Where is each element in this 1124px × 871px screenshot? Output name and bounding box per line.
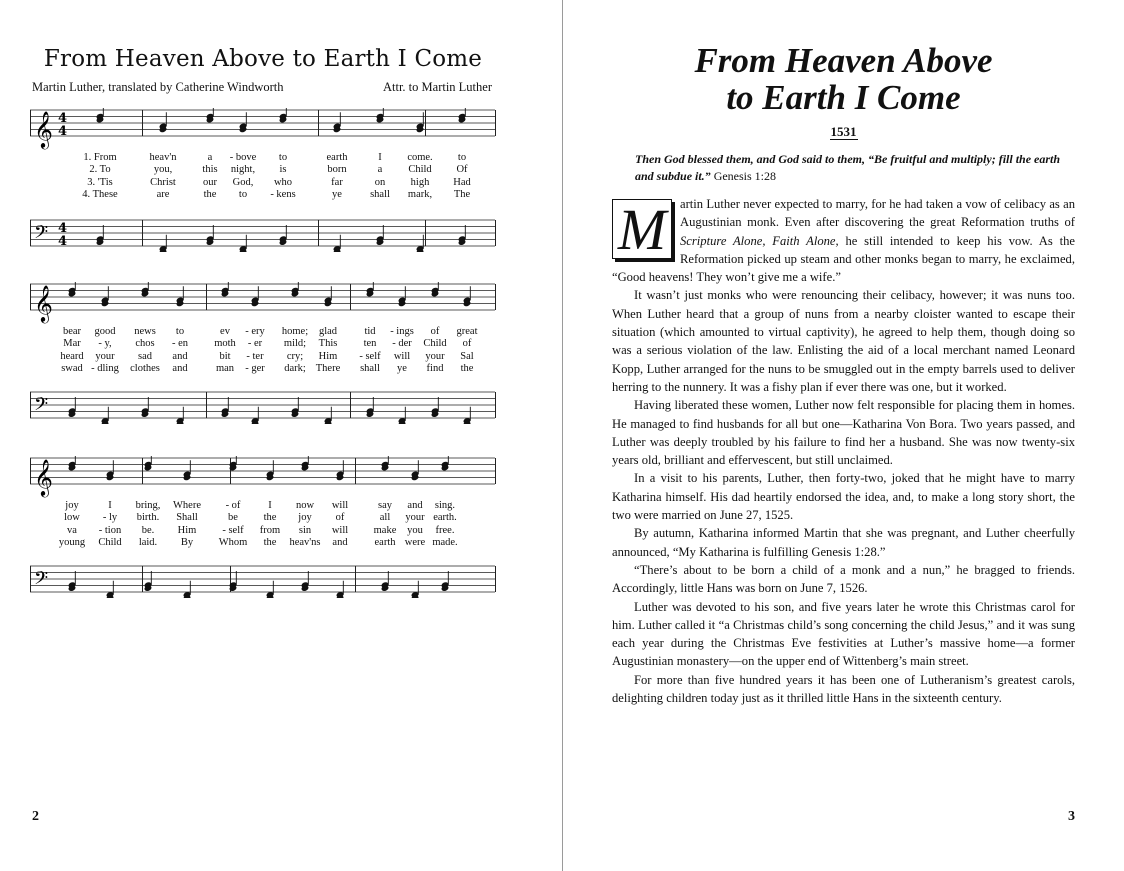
lyric-syllable: sad xyxy=(138,350,152,362)
treble-clef-icon: 𝄞 xyxy=(34,283,53,322)
lyric-syllable: the xyxy=(203,188,217,200)
lyric-syllable: 3. 'Tis xyxy=(87,176,113,188)
paragraph-3: Having liberated these women, Luther now felt responsible for placing them in homes. He managed to find husbands for all but one—Katharina Von Bora. Two years passed, and Luther was deeply troubled by his failure to find her a husband. She was now twenty-six years old, brilliant and effervescent, but still unclaimed. xyxy=(612,398,1075,468)
lyric-syllable: heav'ns xyxy=(289,536,321,548)
words-credit: Martin Luther, translated by Catherine Windworth xyxy=(32,80,284,94)
lyric-syllable: great xyxy=(456,326,478,337)
lyric-syllable: laid. xyxy=(138,536,158,548)
lyric-syllable: night, xyxy=(230,164,256,176)
lyric-syllable: - tion xyxy=(98,524,122,536)
lyric-syllable: were xyxy=(404,536,426,548)
lyric-syllable: home; xyxy=(281,326,309,337)
lyric-syllable: heav'n xyxy=(149,152,177,163)
lyric-verse-2 xyxy=(30,338,496,350)
lyric-syllable: This xyxy=(318,338,338,350)
time-signature: 4 xyxy=(58,111,68,126)
lyric-syllable: made. xyxy=(432,536,458,548)
article-title-line-1: From Heaven Above xyxy=(694,41,993,80)
article-body xyxy=(612,195,1075,707)
lyric-verse-3 xyxy=(30,351,496,363)
lyric-syllable: joy xyxy=(298,512,312,524)
paragraph-1: M artin Luther never expected to marry, for he had taken a vow of celibacy as an Augustinian monk. Even after discovering the great Reformation truths of Scripture Alone, Faith Alone, he still intended to keep his vow. As the Reformation picked up steam and other monks began to marry, he exclaimed, “Good heavens! They won’t give me a wife.” xyxy=(612,197,1075,285)
lyric-syllable: will xyxy=(331,500,349,511)
lyric-syllable: news xyxy=(134,326,156,337)
lyric-syllable: to xyxy=(238,188,248,200)
lyric-syllable: I xyxy=(268,500,272,511)
lyric-syllable: sing. xyxy=(434,500,456,511)
lyric-syllable: glad xyxy=(318,326,338,337)
lyric-syllable: The xyxy=(453,188,471,200)
lyric-syllable: clothes xyxy=(130,362,160,374)
lyric-syllable: say xyxy=(378,500,392,511)
lyric-syllable: - bove xyxy=(229,152,257,163)
treble-clef-icon: 𝄞 xyxy=(34,457,53,496)
lyric-syllable: joy xyxy=(65,500,79,511)
lyric-syllable: birth. xyxy=(136,512,160,524)
lyric-syllable: Sal xyxy=(460,350,474,362)
paragraph-2: It wasn’t just monks who were renouncing their celibacy, however; it was nuns too. When Luther heard that a group of nuns from a nearby cloister wanted to escape their situation (which amounted to virtual captivity), he agreed to help them, though doing so was a serious violation of the law. Enlisting the aid of a local merchant named Leonard Kopp, Luther arranged for the nuns to be smuggled out in the empty barrels used to deliver herring to the nunnery. It was a fishy plan if ever there was one, but it worked. xyxy=(612,288,1075,394)
lyric-syllable: to xyxy=(457,152,467,163)
lyric-syllable: high xyxy=(410,176,430,188)
lyric-syllable: find xyxy=(426,362,444,374)
lyric-syllable: be. xyxy=(141,524,155,536)
lyric-syllable: heard xyxy=(60,350,84,362)
lyric-syllable: who xyxy=(273,176,293,188)
lyric-syllable: are xyxy=(156,188,170,200)
lyric-syllable: - y, xyxy=(98,338,112,350)
lyric-syllable: mark, xyxy=(407,188,433,200)
lyric-syllable: your xyxy=(95,350,115,362)
lyric-syllable: God, xyxy=(232,176,254,188)
bass-clef-icon: 𝄢 xyxy=(34,568,49,594)
lyric-syllable: Child xyxy=(423,338,447,350)
lyric-syllable: swad xyxy=(61,362,83,374)
lyric-syllable: come. xyxy=(407,152,433,163)
lyric-verse-4 xyxy=(30,363,496,375)
lyric-syllable: - der xyxy=(392,338,412,350)
lyric-syllable: ten xyxy=(363,338,377,350)
epigraph-reference: Genesis 1:28 xyxy=(710,169,777,183)
lyric-syllable: this xyxy=(202,164,218,176)
lyric-syllable: our xyxy=(203,176,217,188)
lyric-syllable: 1. From xyxy=(83,152,117,163)
lyric-syllable: - en xyxy=(171,338,189,350)
lyric-syllable: you, xyxy=(153,164,173,176)
lyric-verse-1 xyxy=(30,500,496,512)
lyric-syllable: now xyxy=(295,500,315,511)
lyric-syllable: a xyxy=(207,152,213,163)
paragraph-6: “There’s about to be born a child of a monk and a nun,” he bragged to friends. Accordingly, little Hans was born on June 7, 1526. xyxy=(612,562,1075,596)
page-number-right: 3 xyxy=(1068,809,1075,824)
lyric-syllable: bring, xyxy=(135,500,161,511)
lyric-syllable: - self xyxy=(359,350,381,362)
lyric-syllable: and xyxy=(172,350,188,362)
year-value: 1531 xyxy=(830,124,857,139)
lyric-syllable: be xyxy=(228,512,238,524)
lyric-syllable: you xyxy=(407,524,423,536)
lyric-syllable: earth xyxy=(374,536,396,548)
lyric-syllable: born xyxy=(327,164,347,176)
lyric-syllable: bit xyxy=(219,350,231,362)
lyric-syllable: mild; xyxy=(283,338,307,350)
lyric-syllable: Him xyxy=(177,524,197,536)
lyric-syllable: - ter xyxy=(246,350,264,362)
treble-clef-icon: 𝄞 xyxy=(34,109,53,148)
lyric-verse-2 xyxy=(30,512,496,524)
lyric-syllable: is xyxy=(279,164,287,176)
lyric-syllable: moth xyxy=(214,338,236,350)
lyric-syllable: and xyxy=(332,536,348,548)
lyric-syllable: ye xyxy=(397,362,407,374)
music-system-2 xyxy=(30,282,496,422)
lyric-syllable: By xyxy=(180,536,194,548)
lyric-syllable: to xyxy=(278,152,288,163)
lyric-syllable: dark; xyxy=(284,362,306,374)
lyric-syllable: make xyxy=(373,524,397,536)
lyric-syllable: far xyxy=(331,176,343,188)
lyric-syllable: 4. These xyxy=(82,188,118,200)
lyric-syllable: Whom xyxy=(218,536,248,548)
lyric-syllable: - ger xyxy=(245,362,265,374)
lyric-syllable: a xyxy=(377,164,383,176)
lyric-syllable: earth xyxy=(326,152,348,163)
lyric-syllable: - ings xyxy=(390,326,414,337)
lyric-syllable: all xyxy=(379,512,391,524)
lyric-syllable: 2. To xyxy=(89,164,111,176)
lyric-verse-1 xyxy=(30,326,496,338)
lyric-syllable: - kens xyxy=(270,188,296,200)
time-signature: 4 xyxy=(58,221,68,236)
lyric-syllable: Of xyxy=(456,164,468,176)
lyric-syllable: There xyxy=(315,362,341,374)
paragraph-8: For more than five hundred years it has been one of Lutheranism’s greatest carols, delighting children today just as it thrilled little Hans in the sixteenth century. xyxy=(612,672,1075,706)
lyric-syllable: your xyxy=(425,350,445,362)
hymn-title: From Heaven Above to Earth I Come xyxy=(43,46,483,72)
lyric-syllable: Him xyxy=(318,350,338,362)
drop-cap: M xyxy=(612,199,672,259)
lyric-syllable: tid xyxy=(364,326,376,337)
lyric-syllable: and xyxy=(172,362,188,374)
lyric-syllable: will xyxy=(393,350,411,362)
lyric-syllable: of xyxy=(430,326,440,337)
lyric-syllable: of xyxy=(462,338,472,350)
lyric-verse-4 xyxy=(30,189,496,201)
bass-clef-icon: 𝄢 xyxy=(34,394,49,420)
lyric-syllable: shall xyxy=(360,362,380,374)
lyric-syllable: ev xyxy=(220,326,230,337)
lyric-verse-1 xyxy=(30,152,496,164)
lyric-verse-3 xyxy=(30,177,496,189)
lyric-syllable: the xyxy=(263,512,277,524)
lyric-syllable: shall xyxy=(370,188,390,200)
lyric-verse-3 xyxy=(30,525,496,537)
lyric-syllable: and xyxy=(407,500,423,511)
page-number-left: 2 xyxy=(32,809,39,824)
lyric-syllable: free. xyxy=(435,524,455,536)
lyric-syllable: Child xyxy=(408,164,432,176)
lyric-syllable: man xyxy=(215,362,235,374)
year-label xyxy=(563,124,1124,140)
lyric-syllable: good xyxy=(94,326,116,337)
paragraph-5: By autumn, Katharina informed Martin that she was pregnant, and Luther cheerfully announced, “My Katharina is fulfilling Genesis 1:28.” xyxy=(612,526,1075,559)
time-signature: 4 xyxy=(58,124,68,139)
lyric-verse-2 xyxy=(30,164,496,176)
lyric-syllable: low xyxy=(64,512,80,524)
lyric-syllable: va xyxy=(67,524,77,536)
lyric-syllable: to xyxy=(175,326,185,337)
lyric-syllable: Where xyxy=(173,500,201,511)
bass-clef-icon: 𝄢 xyxy=(34,222,49,248)
lyric-syllable: will xyxy=(331,524,349,536)
lyric-syllable: - ery xyxy=(245,326,265,337)
paragraph-7: Luther was devoted to his son, and five years later he wrote this Christmas carol for him. Luther called it “a Christmas child’s song concerning the child Jesus,” and it was sung each year during the Christmas Eve festivities at Luther’s massive home—a former Augustinian monastery—on the upper end of Wittenberg’s main street. xyxy=(612,599,1075,669)
epigraph-quote: Then God blessed them, and God said to them, “Be fruitful and multiply; fill the earth and subdue it.” xyxy=(635,152,1061,183)
lyric-syllable: Shall xyxy=(176,512,198,524)
lyric-syllable: the xyxy=(460,362,474,374)
lyric-syllable: chos xyxy=(135,338,155,350)
lyric-syllable: ye xyxy=(332,188,342,200)
lyric-syllable: - ly xyxy=(102,512,118,524)
lyric-syllable: - of xyxy=(225,500,241,511)
lyric-syllable: - dling xyxy=(91,362,119,374)
lyric-syllable: cry; xyxy=(286,350,304,362)
music-system-1 xyxy=(30,108,496,248)
article-title-line-2: to Earth I Come xyxy=(726,78,961,117)
lyric-syllable: from xyxy=(259,524,281,536)
epigraph xyxy=(635,151,1080,185)
lyric-syllable: sin xyxy=(298,524,312,536)
lyric-syllable: young xyxy=(58,536,86,548)
lyric-syllable: the xyxy=(263,536,277,548)
lyric-syllable: of xyxy=(335,512,345,524)
lyric-syllable: Christ xyxy=(150,176,176,188)
right-page xyxy=(563,0,1124,871)
lyric-syllable: earth. xyxy=(433,512,457,524)
paragraph-4: In a visit to his parents, Luther, then forty-two, joked that he might have to marry Katharina himself. His dad heartily endorsed the idea, and, to make a long story short, the two were married on June 27, 1525. xyxy=(612,471,1075,523)
lyric-verse-4 xyxy=(30,537,496,549)
lyric-syllable: I xyxy=(378,152,382,163)
lyric-syllable: Had xyxy=(453,176,471,188)
music-credit: Attr. to Martin Luther xyxy=(382,80,492,94)
lyric-syllable: - self xyxy=(222,524,244,536)
lyric-syllable: Mar xyxy=(63,338,81,350)
article-title xyxy=(563,42,1124,116)
time-signature: 4 xyxy=(58,234,68,249)
lyric-syllable: on xyxy=(374,176,386,188)
lyric-syllable: Child xyxy=(98,536,122,548)
lyric-syllable: I xyxy=(108,500,112,511)
lyric-syllable: bear xyxy=(62,326,82,337)
music-system-3 xyxy=(30,456,496,601)
lyric-syllable: your xyxy=(405,512,425,524)
lyric-syllable: - er xyxy=(247,338,263,350)
